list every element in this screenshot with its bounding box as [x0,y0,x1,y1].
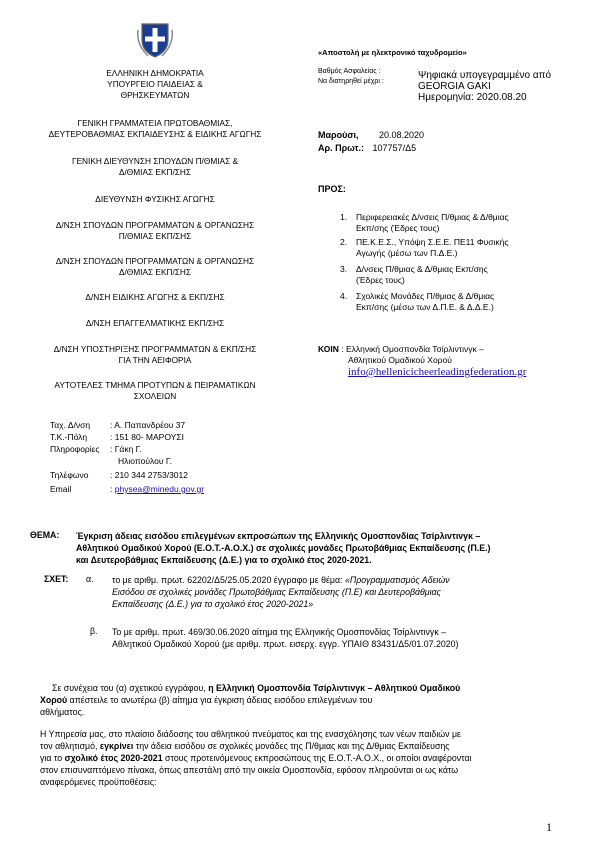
contact-label: Πληροφορίες [50,444,100,454]
general-directorate [30,156,280,178]
org-line: ΔΙΕΥΘΥΝΣΗ ΦΥΣΙΚΗΣ ΑΓΩΓΗΣ [95,194,215,204]
contact-value: : [110,484,113,494]
body-text: απέστειλε το ανωτέρω (β) αίτημα για έγκριση άδειας εισόδου επιλεγμένων του [67,695,373,705]
body-text: στους προτεινόμενους εκπροσώπους της Ε.Ο.Τ.-Α.Ο.Χ., οι οποίοι αναφέρονται [162,753,472,763]
secondary-studies-directorate [30,256,280,278]
digital-signature [418,70,551,103]
contact-label: Τηλέφωνο [50,470,89,480]
related-b-line: Αθλητικού Ομαδικού Χορού (με αριθμ. πρωτ. εισερχ. εγγρ. ΥΠΑΙΘ 83431/Δ5/01.07.2020) [112,639,459,649]
recipient-text: Δ/νσεις Π/θμιας & Δ/θμιας Εκπ/σης [356,264,488,274]
place-date [318,130,424,140]
retention-label: Να διατηρηθεί μέχρι : [318,78,384,85]
related-a-italic: Εισόδου σε σχολικές μονάδες Πρωτοβάθμιας Εκπαίδευσης (Π.Ε) και Δευτεροβάθμιας [112,587,441,597]
email-notice: «Αποστολή με ηλεκτρονικό ταχυδρομείο» [318,48,467,57]
related-label: ΣΧΕΤ: [44,574,69,584]
related-a-plain: το με αριθμ. πρωτ. 62202/Δ5/25.05.2020 έγγραφο με θέμα: [112,575,345,585]
org-line: ΥΠΟΥΡΓΕΙΟ ΠΑΙΔΕΙΑΣ & [107,79,203,89]
org-line: Δ/ΝΣΗ ΕΙΔΙΚΗΣ ΑΓΩΓΗΣ & ΕΚΠ/ΣΗΣ [85,292,225,302]
org-line: ΓΕΝΙΚΗ ΓΡΑΜΜΑΤΕΙΑ ΠΡΩΤΟΒΑΘΜΙΑΣ, [77,118,233,128]
body-text: τον αθλητισμό, [40,741,100,751]
body-bold: εγκρίνει [99,741,134,751]
to-label: ΠΡΟΣ: [318,184,346,194]
recipient-text: Αγωγής (μέσω των Π.Δ.Ε.) [356,248,458,258]
body-text: αναφερόμενες προϋποθέσεις: [40,777,157,787]
recipient-text: Περιφερειακές Δ/νσεις Π/θμιας & Δ/θμιας [356,212,509,222]
body-paragraph-1 [40,682,566,718]
vocational-directorate [30,318,280,329]
contact-label: Τ.Κ.-Πόλη [50,432,88,442]
related-a-italic: Εκπαίδευσης (Δ.Ε.) για το σχολικό έτος 2020-2021» [112,599,314,609]
related-a-italic: «Προγραμματισμός Αδειών [344,575,450,585]
org-line: ΓΕΝΙΚΗ ΔΙΕΥΘΥΝΣΗ ΣΠΟΥΔΩΝ Π/ΘΜΙΑΣ & [71,156,239,166]
contact-info-2 [118,456,172,467]
contact-value: Ηλιοπούλου Γ. [118,456,172,466]
org-line: ΓΙΑ ΤΗΝ ΑΕΙΦΟΡΙΑ [118,355,192,365]
greek-emblem-icon [136,20,174,60]
related-b-mark: β. [90,626,98,636]
protocol-number [318,143,416,153]
recipient-item [340,264,580,286]
contact-label: Email [50,484,72,494]
org-line: ΣΧΟΛΕΙΩΝ [133,391,177,401]
pilot-schools-unit [30,380,280,402]
org-line: ΑΥΤΟΤΕΛΕΣ ΤΜΗΜΑ ΠΡΟΤΥΠΩΝ & ΠΕΙΡΑΜΑΤΙΚΩΝ [54,380,256,390]
prot-value: 107757/Δ5 [372,143,417,153]
recipient-number: 3. [340,264,348,274]
org-line: ΔΕΥΤΕΡΟΒΑΘΜΙΑΣ ΕΚΠΑΙΔΕΥΣΗΣ & ΕΙΔΙΚΗΣ ΑΓΩΓΗΣ [48,129,262,139]
cc-text: Αθλητικού Ομαδικού Χορού [348,355,452,365]
place-label: Μαρούσι, [318,130,359,140]
general-secretariat [30,118,280,140]
contact-address [50,420,185,431]
signature-line: Ψηφιακά υπογεγραμμένο από [418,70,552,81]
special-education-directorate [30,292,280,303]
contact-label: Ταχ. Δ/νση [50,420,91,430]
subject-line: Έγκριση άδειας εισόδου επιλεγμένων εκπροσώπων της Ελληνικής Ομοσπονδίας Τσίρλιντινγκ – [76,531,481,541]
related-b-line: Το με αριθμ. πρωτ. 469/30.06.2020 αίτημα της Ελληνικής Ομοσπονδίας Τσίρλιντινγκ – [112,627,447,637]
cc-text: : Ελληνική Ομοσπονδία Τσίρλιντινγκ – [341,344,484,354]
body-text: στον επισυναπτόμενο πίνακα, όπως απεστάλη από την οικεία Ομοσπονδία, εφόσον πληρούνται οι ως κάτω [40,765,459,775]
contact-info [50,444,142,455]
primary-studies-directorate [30,220,280,242]
related-b-text [112,626,564,650]
prot-label: Αρ. Πρωτ.: [318,143,365,153]
contact-email [50,484,204,495]
contact-value: : 151 80- ΜΑΡΟΥΣΙ [110,432,184,442]
related-a-mark: α. [86,574,94,584]
recipient-text: Σχολικές Μονάδες Π/θμιας & Δ/θμιας [356,291,495,301]
subject-label: ΘΕΜΑ: [30,530,60,540]
org-line: Δ/ΝΣΗ ΣΠΟΥΔΩΝ ΠΡΟΓΡΑΜΜΑΤΩΝ & ΟΡΓΑΝΩΣΗΣ [55,220,255,230]
contact-phone [50,470,188,481]
cc-label: ΚΟΙΝ [318,344,339,354]
subject-text [76,530,566,566]
sustainability-directorate [30,344,280,366]
related-a-text [112,574,564,610]
recipient-item [340,291,580,313]
recipient-text: (Έδρες τους) [356,275,405,285]
subject-line: και Δευτεροβάθμιας Εκπαίδευσης (Δ.Ε.) για το σχολικό έτος 2020-2021. [76,555,372,565]
cc-block [318,344,588,379]
body-bold: η Ελληνική Ομοσπονδία Τσίρλιντινγκ – Αθλητικού Ομαδικού [208,683,461,693]
org-line: ΘΡΗΣΚΕΥΜΑΤΩΝ [120,90,190,100]
body-bold: σχολικό έτος 2020-2021 [64,753,163,763]
contact-value: : Α. Παπανδρέου 37 [110,420,186,430]
contact-value: : Γάκη Γ. [110,444,142,454]
org-line: Π/ΘΜΙΑΣ ΕΚΠ/ΣΗΣ [118,231,192,241]
security-label: Βαθμός Ασφαλείας : [318,68,381,75]
pe-directorate [30,194,280,205]
body-text: Η Υπηρεσία μας, στο πλαίσιο διάδοσης του αθλητικού πνεύματος και της ενασχόλησης των νέων παιδιών με [40,729,461,739]
body-text: Σε συνέχεια του (α) σχετικού εγγράφου, [52,683,209,693]
body-bold: Χορού [40,695,68,705]
page-number: 1 [546,820,552,834]
org-line: Δ/ΝΣΗ ΣΠΟΥΔΩΝ ΠΡΟΓΡΑΜΜΑΤΩΝ & ΟΡΓΑΝΩΣΗΣ [55,256,255,266]
signature-line: GEORGIA GAKI [418,81,491,92]
org-line: Δ/ΘΜΙΑΣ ΕΚΠ/ΣΗΣ [118,167,192,177]
recipient-text: Εκπ/σης (μέσω των Δ.Π.Ε. & Δ.Δ.Ε.) [356,302,494,312]
email-link[interactable]: physea@minedu.gov.gr [114,484,205,494]
body-text: αθλήματος. [40,707,85,717]
recipient-text: ΠΕ.Κ.Ε.Σ., Υπόψη Σ.Ε.Ε. ΠΕ11 Φυσικής [356,237,509,247]
org-line: Δ/ΘΜΙΑΣ ΕΚΠ/ΣΗΣ [118,267,192,277]
recipient-number: 4. [340,291,348,301]
body-text: για το [40,753,65,763]
org-line: Δ/ΝΣΗ ΕΠΑΓΓΕΛΜΑΤΙΚΗΣ ΕΚΠ/ΣΗΣ [85,318,225,328]
recipient-item [340,212,580,234]
recipient-item [340,237,580,259]
ministry-header [30,68,280,101]
org-line: Δ/ΝΣΗ ΥΠΟΣΤΗΡΙΞΗΣ ΠΡΟΓΡΑΜΜΑΤΩΝ & ΕΚΠ/ΣΗΣ [53,344,257,354]
doc-date: 20.08.2020 [379,130,425,140]
cc-email-link[interactable]: info@hellenicicheerleadingfederation.gr [348,366,527,378]
subject-line: Αθλητικού Ομαδικού Χορού (Ε.Ο.Τ.-Α.Ο.Χ.) σε σχολικές μονάδες Πρωτοβάθμιας Εκπαίδευσης (Π.Ε.) [76,543,491,553]
body-paragraph-2 [40,728,566,788]
recipient-text: Εκπ/σης (Έδρες τους) [356,223,440,233]
recipient-number: 2. [340,237,348,247]
body-text: την άδεια εισόδου σε σχολικές μονάδες της Π/θμιας και της Δ/θμιας Εκπαίδευσης [133,741,450,751]
contact-postcode [50,432,184,443]
signature-line: Ημερομηνία: 2020.08.20 [418,92,527,103]
org-line: ΕΛΛΗΝΙΚΗ ΔΗΜΟΚΡΑΤΙΑ [106,68,204,78]
recipient-number: 1. [340,212,348,222]
contact-value: : 210 344 2753/3012 [110,470,188,480]
